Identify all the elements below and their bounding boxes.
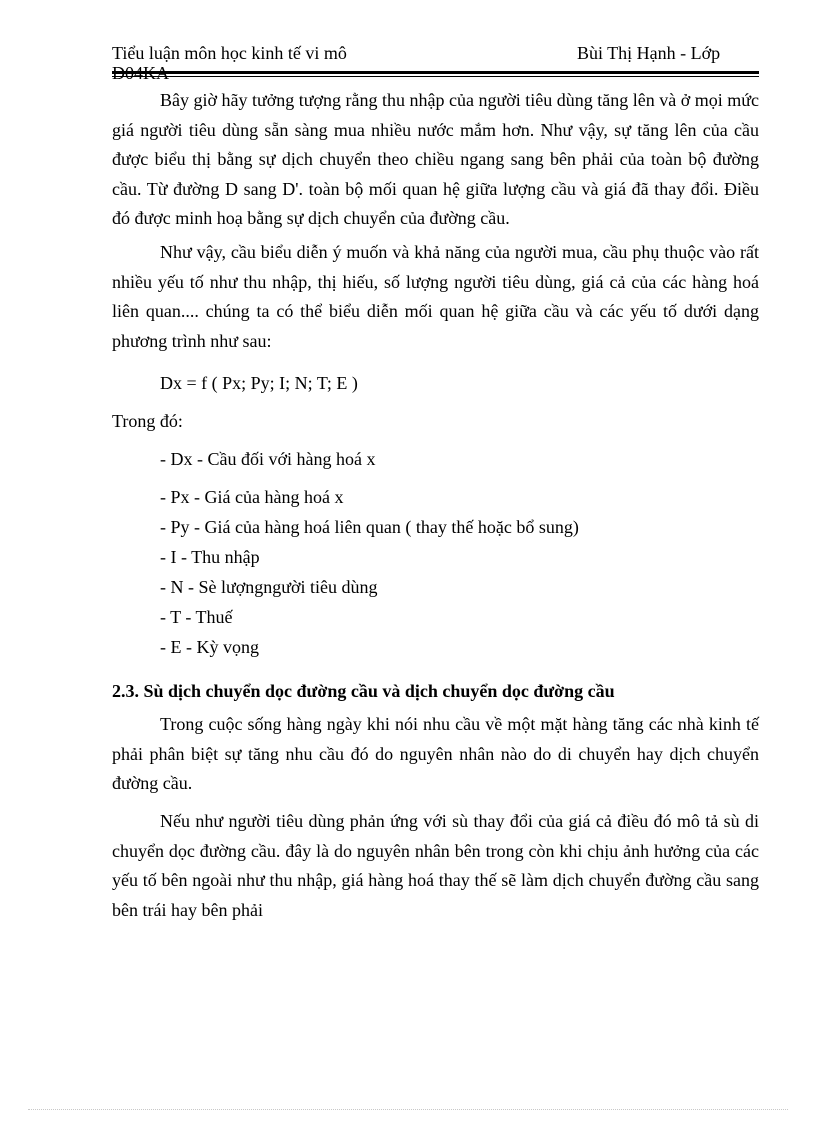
list-item: - N - Sè lượngngười tiêu dùng <box>160 577 378 597</box>
list-item: - I - Thu nhập <box>160 547 260 567</box>
list-item: - Dx - Cầu đối với hàng hoá x <box>160 449 376 469</box>
header-rule-thin <box>112 76 759 77</box>
variable-list <box>160 447 720 665</box>
list-item: - Px - Giá của hàng hoá x <box>160 487 344 507</box>
list-item: - T - Thuế <box>160 607 233 627</box>
demand-formula: Dx = f ( Px; Py; I; N; T; E ) <box>160 373 358 393</box>
header-author: Bùi Thị Hạnh - Lớp <box>577 43 721 63</box>
footer-dotted-rule <box>28 1109 788 1110</box>
paragraph-demand-factors: Như vậy, cầu biểu diễn ý muốn và khả năng của người mua, cầu phụ thuộc vào rất nhiều yếu tố như thu nhập, thị hiếu, số lượng người tiêu dùng, giá cả của các hàng hoá liên quan.... chúng ta có thể biểu diễn mối quan hệ giữa cầu và các yếu tố dưới dạng phương trình như sau: <box>112 242 759 351</box>
section-heading: 2.3. Sù dịch chuyển dọc đường cầu và dịch chuyển dọc đường cầu <box>112 681 615 701</box>
header-course-title: Tiểu luận môn học kinh tế vi mô <box>112 43 347 63</box>
header-rule-thick <box>112 71 759 74</box>
list-item: - Py - Giá của hàng hoá liên quan ( thay thế hoặc bổ sung) <box>160 517 579 537</box>
where-label: Trong đó: <box>112 411 183 431</box>
list-item: - E - Kỳ vọng <box>160 637 259 657</box>
paragraph-income-shift: Bây giờ hãy tưởng tượng rằng thu nhập của người tiêu dùng tăng lên và ở mọi mức giá người tiêu dùng sẵn sàng mua nhiều nước mắm hơn. Như vậy, sự tăng lên của cầu được biểu thị bằng sự dịch chuyển theo chiều ngang sang bên phải của toàn bộ đường cầu. Từ đường D sang D'. toàn bộ mối quan hệ giữa lượng cầu và giá đã thay đổi. Điều đó được minh hoạ bằng sự dịch chuyển của đường cầu. <box>112 90 760 228</box>
paragraph-daily-life: Trong cuộc sống hàng ngày khi nói nhu cầu về một mặt hàng tăng các nhà kinh tế phải phân biệt sự tăng nhu cầu đó do nguyên nhân nào do di chuyển hay dịch chuyển đường cầu. <box>112 714 759 793</box>
paragraph-consumer-reaction: Nếu như người tiêu dùng phản ứng với sù thay đổi của giá cả điều đó mô tả sù di chuyển dọc đường cầu. đây là do nguyên nhân bên trong còn khi chịu ảnh hưởng của các yếu tố bên ngoài như thu nhập, giá hàng hoá thay thế sẽ làm dịch chuyển đường cầu sang bên trái hay bên phải <box>112 811 759 920</box>
